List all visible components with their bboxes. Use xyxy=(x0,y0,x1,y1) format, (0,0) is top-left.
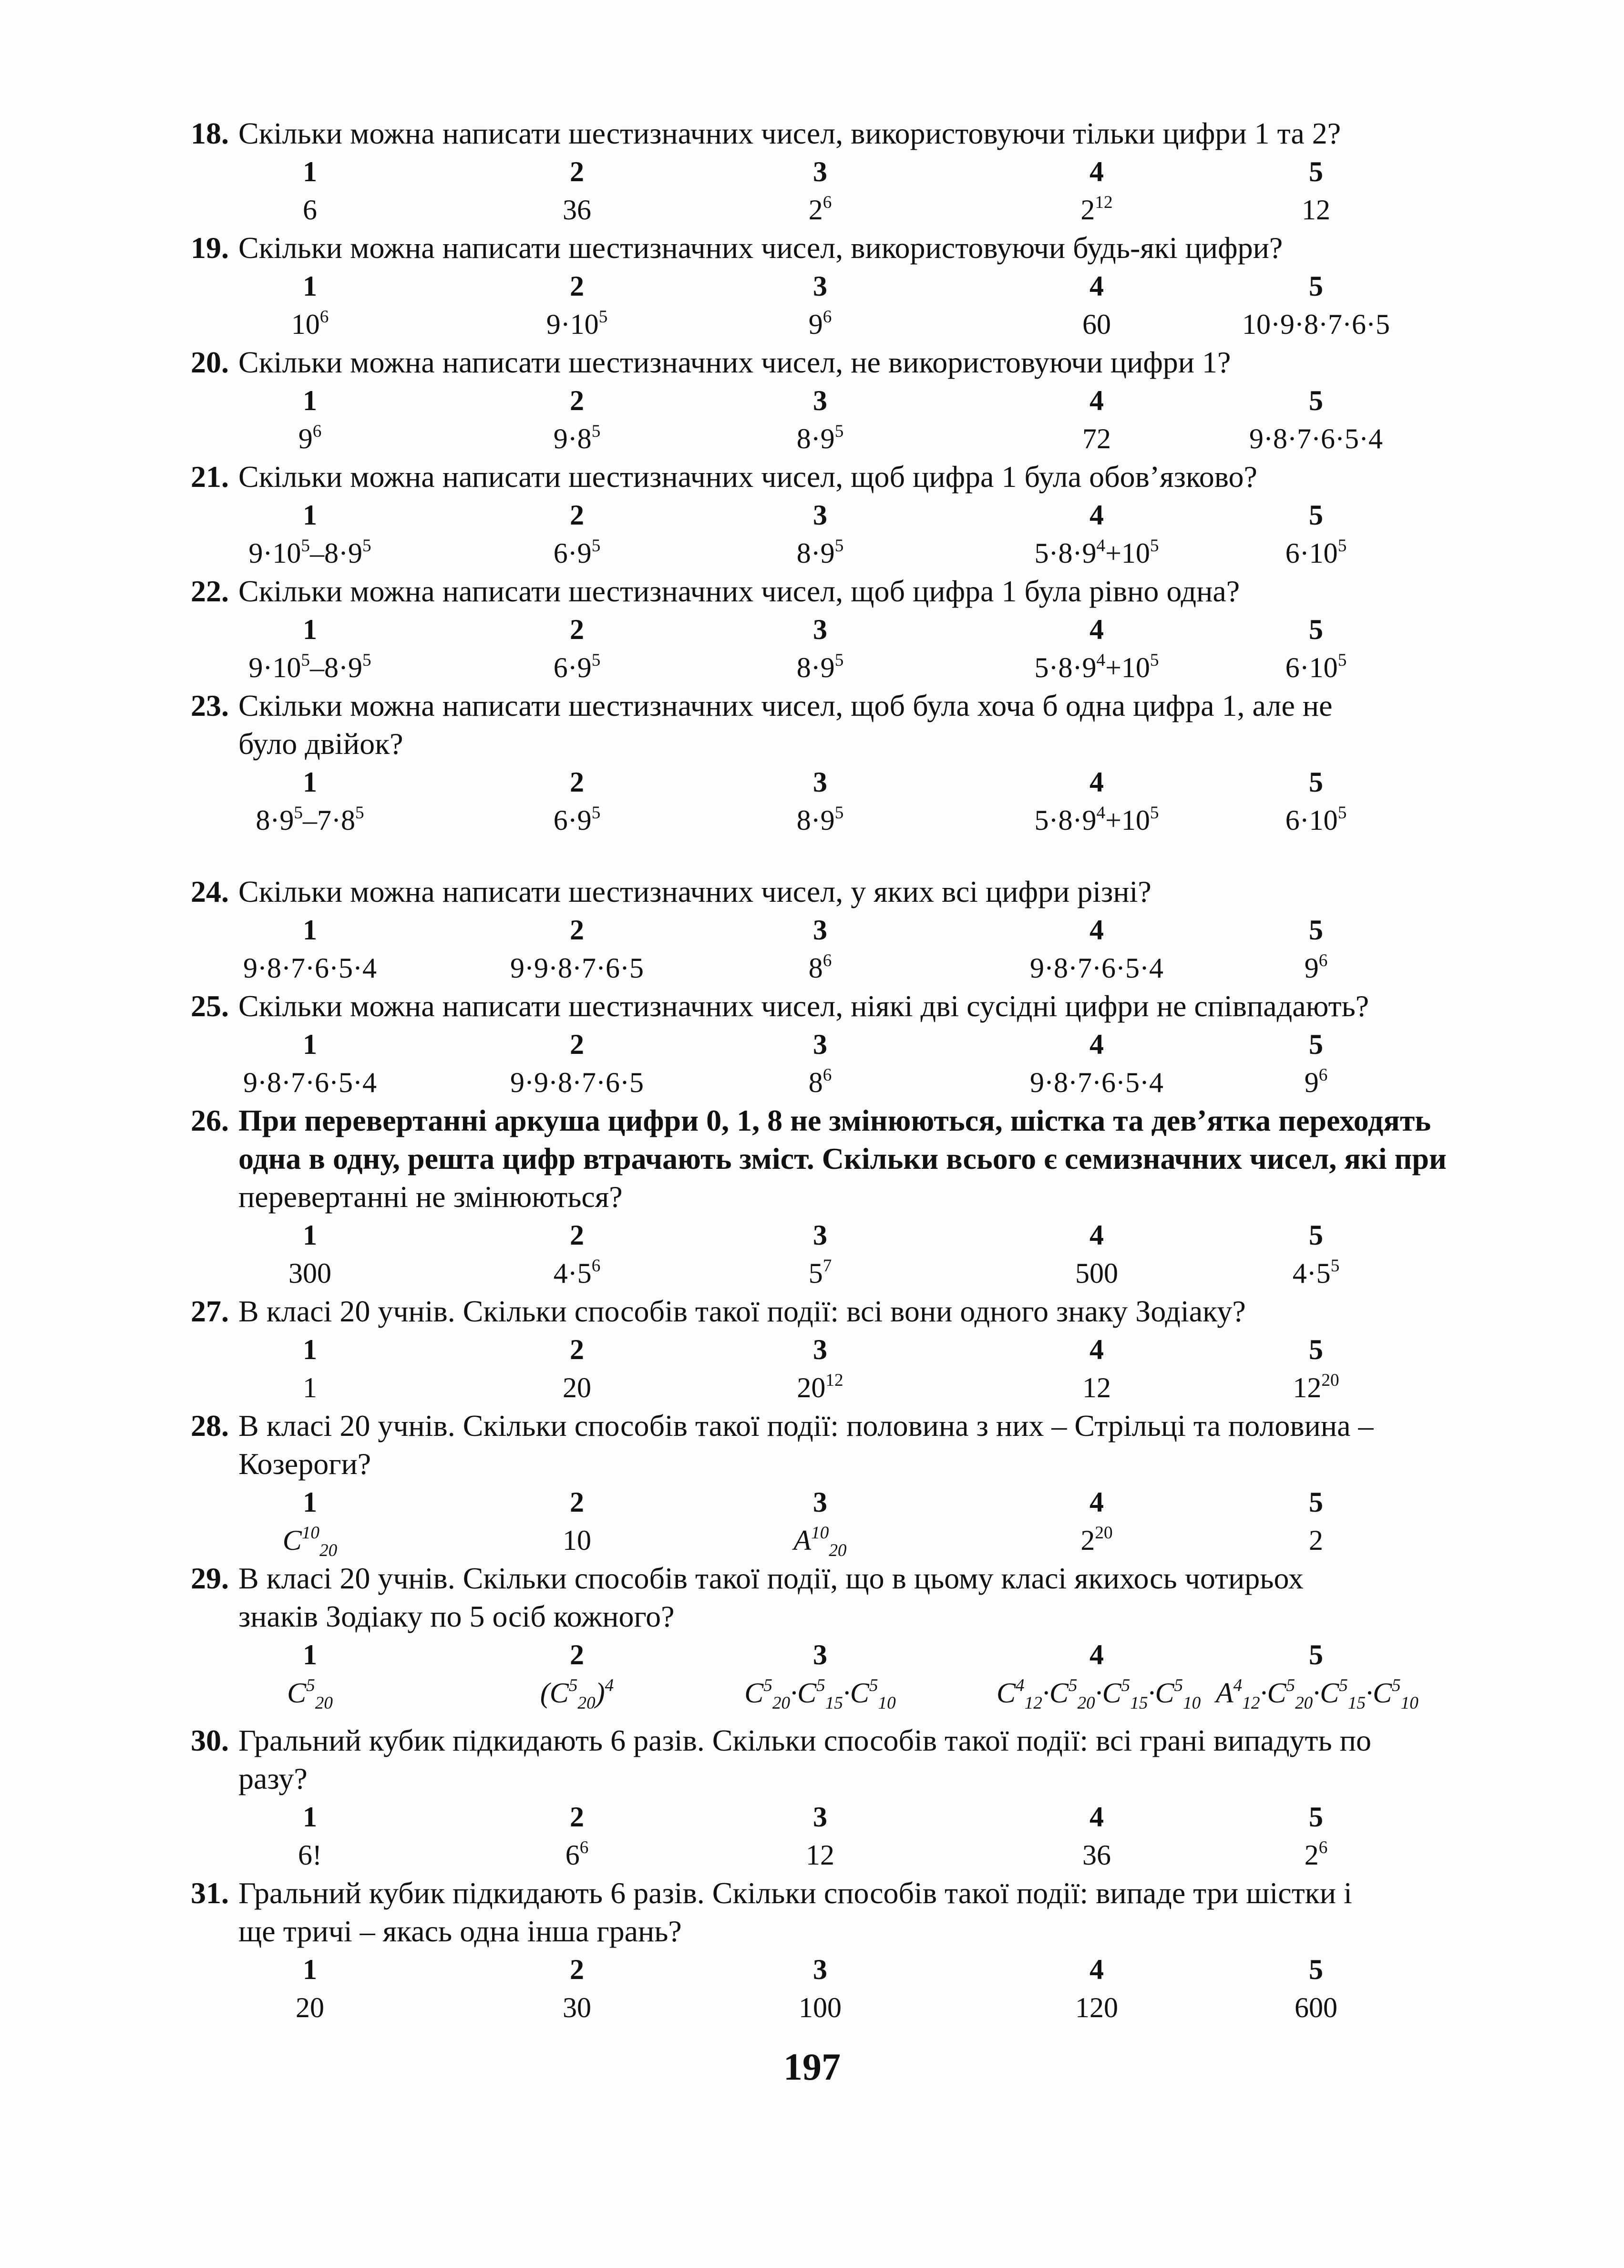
problem-28 xyxy=(191,1407,1449,1559)
problem-text-cont: було двійок? xyxy=(238,727,403,761)
problem-text-cont: знаків Зодіаку по 5 осіб кожного? xyxy=(238,1599,675,1633)
answer-option-5: $4\cdot 5^5$ xyxy=(1292,1256,1340,1289)
answer-option-4: 500 xyxy=(1075,1258,1118,1289)
problem-number: 20. xyxy=(191,345,229,379)
problem-text: Скільки можна написати шестизначних чисел, щоб була хоча б одна цифра 1, але не xyxy=(238,689,1333,722)
problem-27 xyxy=(191,1292,1449,1407)
option-number: 3 xyxy=(813,156,827,187)
problem-25 xyxy=(191,987,1449,1102)
problem-text-cont: одна в одну, решта цифр втрачають зміст. Скільки всього є семизначних чисел, які при xyxy=(238,1142,1447,1175)
option-number: 1 xyxy=(303,1486,317,1518)
answer-options xyxy=(191,305,1449,343)
answer-option-2: 9·9·8·7·6·5 xyxy=(510,1067,644,1098)
answer-option-2: 20 xyxy=(563,1372,591,1403)
option-number: 2 xyxy=(570,270,584,302)
answer-option-2: $(C^5_{20})^4$ xyxy=(540,1675,614,1713)
option-number: 5 xyxy=(1309,1954,1323,1985)
answer-option-2: $9\cdot 8^5$ xyxy=(553,421,601,454)
option-numbers xyxy=(191,1483,1449,1521)
answer-option-1: $C^{10}_{20}$ xyxy=(282,1523,338,1561)
option-number: 4 xyxy=(1090,1954,1104,1985)
option-number: 4 xyxy=(1090,614,1104,645)
option-number: 1 xyxy=(303,1801,317,1833)
answer-option-3: $8\cdot 9^5$ xyxy=(796,421,844,454)
option-number: 4 xyxy=(1090,914,1104,946)
answer-options xyxy=(191,1254,1449,1292)
answer-option-1: 9·8·7·6·5·4 xyxy=(243,952,377,984)
option-number: 3 xyxy=(813,499,827,531)
option-number: 2 xyxy=(570,766,584,798)
answer-option-5: $6\cdot 10^5$ xyxy=(1285,650,1347,683)
option-number: 4 xyxy=(1090,1639,1104,1670)
option-numbers xyxy=(191,911,1449,949)
answer-option-2: $6\cdot 9^5$ xyxy=(553,650,601,683)
answer-option-4: $5\cdot 8\cdot 9^4+10^5$ xyxy=(1034,803,1159,836)
problem-29 xyxy=(191,1559,1449,1712)
problem-text: Скільки можна написати шестизначних чисел, у яких всі цифри різні? xyxy=(238,875,1151,908)
answer-option-3: 12 xyxy=(806,1839,834,1871)
option-number: 5 xyxy=(1309,614,1323,645)
option-numbers xyxy=(191,610,1449,649)
option-number: 1 xyxy=(303,270,317,302)
option-number: 3 xyxy=(813,1954,827,1985)
answer-option-4: 9·8·7·6·5·4 xyxy=(1030,1067,1163,1098)
problem-30 xyxy=(191,1722,1449,1874)
answer-option-3: $8\cdot 9^5$ xyxy=(796,803,844,836)
problem-text: Скільки можна написати шестизначних чисел, використовуючи тільки цифри 1 та 2? xyxy=(238,116,1341,150)
answer-options xyxy=(191,801,1449,839)
option-number: 5 xyxy=(1309,499,1323,531)
option-number: 4 xyxy=(1090,156,1104,187)
problem-24 xyxy=(191,873,1449,987)
option-number: 4 xyxy=(1090,1801,1104,1833)
answer-option-3: $5^7$ xyxy=(808,1256,832,1289)
option-number: 3 xyxy=(813,270,827,302)
option-number: 3 xyxy=(813,1029,827,1060)
answer-option-3: $20^{12}$ xyxy=(797,1370,843,1403)
answer-options xyxy=(191,1369,1449,1407)
option-numbers xyxy=(191,267,1449,305)
problem-number: 24. xyxy=(191,875,229,908)
option-number: 3 xyxy=(813,1639,827,1670)
answer-options xyxy=(191,1063,1449,1102)
problem-23 xyxy=(191,687,1449,839)
answer-option-4: $5\cdot 8\cdot 9^4+10^5$ xyxy=(1034,536,1159,569)
answer-option-1: 1 xyxy=(303,1372,317,1403)
answer-option-1: 6 xyxy=(303,194,317,226)
answer-option-3: $C^5_{20}\cdot C^5_{15}\cdot C^5_{10}$ xyxy=(744,1675,896,1713)
problem-text-cont: разу? xyxy=(238,1762,308,1795)
option-number: 4 xyxy=(1090,1334,1104,1365)
answer-option-5: 12 xyxy=(1302,194,1330,226)
answer-option-1: $10^6$ xyxy=(291,307,329,340)
answer-option-2: $6\cdot 9^5$ xyxy=(553,536,601,569)
answer-option-1: 9·8·7·6·5·4 xyxy=(243,1067,377,1098)
option-numbers xyxy=(191,496,1449,534)
answer-option-3: $8\cdot 9^5$ xyxy=(796,650,844,683)
problem-text: В класі 20 учнів. Скільки способів такої події: всі вони одного знаку Зодіаку? xyxy=(238,1294,1246,1328)
option-number: 1 xyxy=(303,1334,317,1365)
option-number: 5 xyxy=(1309,1639,1323,1670)
problem-text: Скільки можна написати шестизначних чисел, використовуючи будь-які цифри? xyxy=(238,231,1283,265)
option-number: 5 xyxy=(1309,766,1323,798)
answer-option-4: $5\cdot 8\cdot 9^4+10^5$ xyxy=(1034,650,1159,683)
answer-option-5: 2 xyxy=(1309,1525,1323,1556)
answer-option-5: 10·9·8·7·6·5 xyxy=(1242,309,1390,340)
option-numbers xyxy=(191,763,1449,801)
option-number: 5 xyxy=(1309,156,1323,187)
answer-option-3: $A^{10}_{20}$ xyxy=(793,1523,847,1561)
answer-option-4: 36 xyxy=(1082,1839,1111,1871)
answer-option-5: $9^6$ xyxy=(1304,950,1328,984)
answer-options xyxy=(191,1674,1449,1712)
answer-option-2: $9\cdot 10^5$ xyxy=(546,307,608,340)
answer-option-5: $12^{20}$ xyxy=(1293,1370,1339,1403)
option-number: 5 xyxy=(1309,1219,1323,1251)
answer-options xyxy=(191,649,1449,687)
option-number: 5 xyxy=(1309,1029,1323,1060)
option-number: 4 xyxy=(1090,270,1104,302)
problem-number: 30. xyxy=(191,1723,229,1757)
answer-option-3: $8\cdot 9^5$ xyxy=(796,536,844,569)
answer-options xyxy=(191,1989,1449,2027)
problem-text: Скільки можна написати шестизначних чисел, щоб цифра 1 була рівно одна? xyxy=(238,574,1240,608)
answer-option-2: 9·9·8·7·6·5 xyxy=(510,952,644,984)
problem-text-cont: перевертанні не змінюються? xyxy=(238,1180,623,1214)
problem-number: 25. xyxy=(191,989,229,1023)
problem-number: 29. xyxy=(191,1561,229,1595)
answer-option-3: $8^6$ xyxy=(808,950,832,984)
answer-option-5: 600 xyxy=(1295,1992,1337,2023)
option-number: 5 xyxy=(1309,1801,1323,1833)
answer-option-4: $C^4_{12}\cdot C^5_{20}\cdot C^5_{15}\cdot C^5_{10}$ xyxy=(997,1675,1201,1713)
answer-option-5: $9^6$ xyxy=(1304,1065,1328,1098)
answer-option-4: 60 xyxy=(1082,309,1111,340)
option-number: 2 xyxy=(570,1486,584,1518)
option-number: 2 xyxy=(570,614,584,645)
problem-number: 31. xyxy=(191,1876,229,1910)
problem-text: Скільки можна написати шестизначних чисел, не використовуючи цифри 1? xyxy=(238,345,1231,379)
answer-options xyxy=(191,1521,1449,1559)
answer-option-2: 36 xyxy=(563,194,591,226)
problem-number: 23. xyxy=(191,689,229,722)
option-number: 1 xyxy=(303,1219,317,1251)
option-number: 5 xyxy=(1309,385,1323,416)
option-number: 1 xyxy=(303,614,317,645)
answer-option-4: 72 xyxy=(1082,423,1111,454)
option-number: 1 xyxy=(303,1639,317,1670)
option-number: 2 xyxy=(570,1219,584,1251)
option-number: 2 xyxy=(570,1334,584,1365)
problem-text: Скільки можна написати шестизначних чисел, щоб цифра 1 була обов’язково? xyxy=(238,460,1257,494)
answer-option-5: 9·8·7·6·5·4 xyxy=(1249,423,1383,454)
option-number: 3 xyxy=(813,914,827,946)
problem-number: 26. xyxy=(191,1103,229,1137)
option-numbers xyxy=(191,381,1449,420)
option-number: 2 xyxy=(570,914,584,946)
answer-option-3: 100 xyxy=(799,1992,842,2023)
option-number: 2 xyxy=(570,1029,584,1060)
option-number: 2 xyxy=(570,156,584,187)
option-number: 4 xyxy=(1090,1029,1104,1060)
option-number: 1 xyxy=(303,156,317,187)
option-number: 4 xyxy=(1090,1219,1104,1251)
option-numbers xyxy=(191,1216,1449,1254)
option-number: 3 xyxy=(813,1334,827,1365)
option-number: 1 xyxy=(303,1029,317,1060)
answer-option-1: 6! xyxy=(298,1839,322,1871)
option-number: 1 xyxy=(303,1954,317,1985)
answer-option-4: 9·8·7·6·5·4 xyxy=(1030,952,1163,984)
answer-option-2: 30 xyxy=(563,1992,591,2023)
option-number: 5 xyxy=(1309,914,1323,946)
option-number: 1 xyxy=(303,499,317,531)
problem-20 xyxy=(191,343,1449,458)
problem-text-cont: Козероги? xyxy=(238,1447,371,1481)
option-number: 5 xyxy=(1309,1486,1323,1518)
answer-option-1: $C^5_{20}$ xyxy=(287,1675,333,1713)
answer-option-1: $9^6$ xyxy=(298,421,322,454)
option-number: 1 xyxy=(303,766,317,798)
answer-option-1: $8\cdot 9^5-7\cdot 8^5$ xyxy=(256,803,364,836)
problem-text: Скільки можна написати шестизначних чисел, ніякі дві сусідні цифри не співпадають? xyxy=(238,989,1369,1023)
option-number: 3 xyxy=(813,1801,827,1833)
problem-21 xyxy=(191,458,1449,572)
problem-22 xyxy=(191,572,1449,687)
problem-31 xyxy=(191,1874,1449,2027)
answer-option-3: $2^6$ xyxy=(808,192,832,226)
answer-option-5: $A^4_{12}\cdot C^5_{20}\cdot C^5_{15}\cdot C^5_{10}$ xyxy=(1216,1675,1418,1713)
option-number: 4 xyxy=(1090,1486,1104,1518)
problem-19 xyxy=(191,229,1449,343)
answer-option-5: $6\cdot 10^5$ xyxy=(1285,803,1347,836)
problem-18 xyxy=(191,114,1449,229)
answer-options xyxy=(191,420,1449,458)
problem-text: В класі 20 учнів. Скільки способів такої події, що в цьому класі якихось чотирьох xyxy=(238,1561,1304,1595)
answer-option-2: $4\cdot 5^6$ xyxy=(553,1256,601,1289)
problem-number: 19. xyxy=(191,231,229,265)
page-number: 197 xyxy=(783,2046,841,2088)
option-number: 2 xyxy=(570,1801,584,1833)
option-number: 3 xyxy=(813,1486,827,1518)
answer-option-4: 12 xyxy=(1082,1372,1111,1403)
answer-option-2: $6\cdot 9^5$ xyxy=(553,803,601,836)
option-number: 1 xyxy=(303,914,317,946)
option-number: 3 xyxy=(813,614,827,645)
option-number: 5 xyxy=(1309,1334,1323,1365)
answer-option-1: 20 xyxy=(296,1992,324,2023)
problem-number: 28. xyxy=(191,1409,229,1443)
problem-26 xyxy=(191,1102,1449,1292)
answer-option-4: $2^{12}$ xyxy=(1080,192,1113,226)
option-numbers xyxy=(191,1025,1449,1063)
option-number: 2 xyxy=(570,1639,584,1670)
option-number: 3 xyxy=(813,385,827,416)
problem-number: 27. xyxy=(191,1294,229,1328)
answer-option-4: 120 xyxy=(1075,1992,1118,2023)
problem-text: Гральний кубик підкидають 6 разів. Скільки способів такої події: випаде три шістки і xyxy=(238,1876,1352,1910)
option-number: 4 xyxy=(1090,766,1104,798)
option-numbers xyxy=(191,153,1449,191)
answer-option-2: 10 xyxy=(563,1525,591,1556)
problem-text-cont: ще тричі – якась одна інша грань? xyxy=(238,1914,682,1948)
problem-number: 22. xyxy=(191,574,229,608)
answer-option-5: $6\cdot 10^5$ xyxy=(1285,536,1347,569)
answer-option-4: $2^{20}$ xyxy=(1080,1523,1113,1556)
option-number: 3 xyxy=(813,766,827,798)
problem-text: Гральний кубик підкидають 6 разів. Скільки способів такої події: всі грані випадуть по xyxy=(238,1723,1371,1757)
option-number: 4 xyxy=(1090,385,1104,416)
option-numbers xyxy=(191,1636,1449,1674)
answer-option-1: $9\cdot 10^5-8\cdot 9^5$ xyxy=(248,650,371,683)
answer-option-1: 300 xyxy=(288,1258,331,1289)
answer-options xyxy=(191,534,1449,572)
problem-text: При перевертанні аркуша цифри 0, 1, 8 не змінюються, шістка та дев’ятка переходять xyxy=(238,1103,1431,1137)
answer-option-5: $2^6$ xyxy=(1304,1837,1328,1871)
option-number: 3 xyxy=(813,1219,827,1251)
answer-option-2: $6^6$ xyxy=(565,1837,589,1871)
option-number: 4 xyxy=(1090,499,1104,531)
answer-option-3: $8^6$ xyxy=(808,1065,832,1098)
option-number: 2 xyxy=(570,385,584,416)
answer-option-1: $9\cdot 10^5-8\cdot 9^5$ xyxy=(248,536,371,569)
problem-text: В класі 20 учнів. Скільки способів такої події: половина з них – Стрільці та половина – xyxy=(238,1409,1374,1443)
option-number: 1 xyxy=(303,385,317,416)
option-number: 5 xyxy=(1309,270,1323,302)
option-number: 2 xyxy=(570,499,584,531)
option-numbers xyxy=(191,1950,1449,1989)
answer-options xyxy=(191,191,1449,229)
answer-options xyxy=(191,949,1449,987)
answer-option-3: $9^6$ xyxy=(808,307,832,340)
problem-number: 18. xyxy=(191,116,229,150)
option-numbers xyxy=(191,1798,1449,1836)
problem-number: 21. xyxy=(191,460,229,494)
option-numbers xyxy=(191,1330,1449,1369)
answer-options xyxy=(191,1836,1449,1874)
option-number: 2 xyxy=(570,1954,584,1985)
